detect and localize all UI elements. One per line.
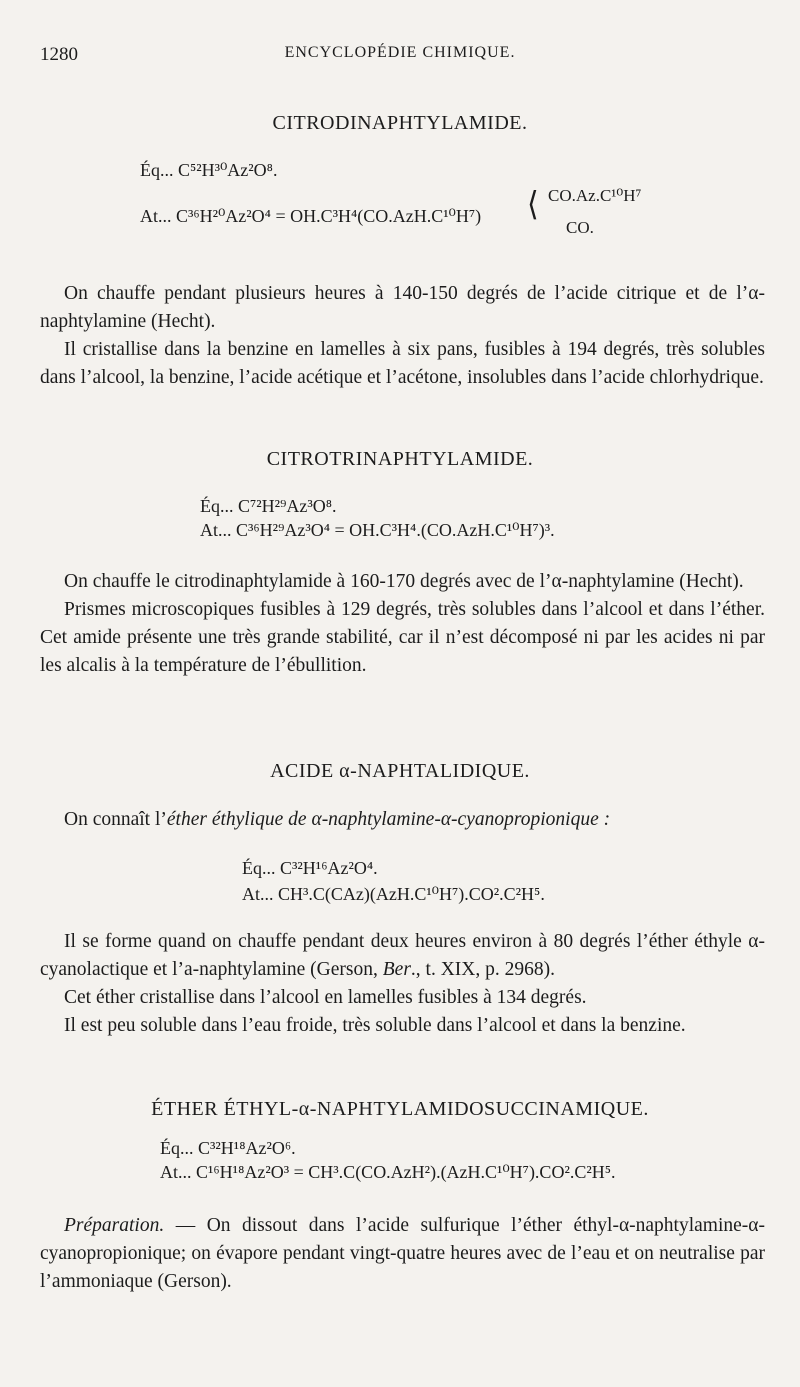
paragraph: Il cristallise dans la benzine en lamelles à six pans, fusibles à 194 degrés, très solubles dans l’alcool, la benzine, l’acide acétique et l’acétone, insolubles dans l’acide chlorhydrique. bbox=[40, 339, 765, 388]
paragraph-block bbox=[40, 568, 765, 680]
formula-atomic: At... C³⁶H²⁰Az²O⁴ = OH.C³H⁴(CO.AzH.C¹⁰H⁷) bbox=[140, 206, 482, 226]
paragraph-text: — On dissout dans l’acide sulfurique l’éther éthyl-α-naphtylamine-α-cyanopropionique; on évapore pendant vingt-quatre heures avec de l’eau et on neutralise par l’ammoniaque (Gerson). bbox=[40, 1215, 765, 1292]
formula-atomic: At... CH³.C(CAz)(AzH.C¹⁰H⁷).CO².C²H⁵. bbox=[242, 884, 545, 904]
section-title-ether-ethyl: ÉTHER ÉTHYL-α-NAPHTYLAMIDOSUCCINAMIQUE. bbox=[151, 1098, 649, 1120]
section-title-citrotrinaphtylamide: CITROTRINAPHTYLAMIDE. bbox=[266, 448, 534, 470]
formula-branch-bottom: CO. bbox=[566, 218, 594, 237]
section-title-acide-naphtalidique: ACIDE α-NAPHTALIDIQUE. bbox=[270, 760, 530, 782]
paragraph-text: ., t. XIX, p. 2968). bbox=[410, 959, 555, 980]
paragraph-block bbox=[40, 928, 765, 1040]
intro-italic: éther éthylique de α-naphtylamine-α-cyanopropionique : bbox=[166, 809, 611, 830]
paragraph: On chauffe pendant plusieurs heures à 140-150 degrés de l’acide citrique et de l’α-naphtylamine (Hecht). bbox=[40, 283, 765, 332]
preparation-label: Préparation. bbox=[64, 1215, 165, 1236]
paragraph bbox=[40, 1212, 765, 1296]
formula-equivalent: Éq... C³²H¹⁸Az²O⁶. bbox=[160, 1138, 296, 1158]
formula-equivalent: Éq... C⁷²H²⁹Az³O⁸. bbox=[200, 496, 337, 516]
intro-paragraph bbox=[40, 806, 765, 834]
paragraph: Il est peu soluble dans l’eau froide, très soluble dans l’alcool et dans la benzine. bbox=[64, 1015, 686, 1036]
formula-equivalent: Éq... C⁵²H³⁰Az²O⁸. bbox=[140, 160, 278, 180]
paragraph-block bbox=[40, 280, 765, 392]
formula-atomic: At... C³⁶H²⁹Az³O⁴ = OH.C³H⁴.(CO.AzH.C¹⁰H⁷)³. bbox=[200, 520, 555, 540]
formula-atomic: At... C¹⁶H¹⁸Az²O³ = CH³.C(CO.AzH²).(AzH.C¹⁰H⁷).CO².C²H⁵. bbox=[160, 1162, 616, 1182]
bracket-symbol: ⟨ bbox=[527, 186, 539, 223]
paragraph-text: Il se forme quand on chauffe pendant deux heures environ à 80 degrés l’éther éthyle α-cyanolactique et l’a-naphtylamine (Gerson, bbox=[40, 931, 765, 980]
formula-equivalent: Éq... C³²H¹⁶Az²O⁴. bbox=[242, 858, 378, 878]
paragraph-block bbox=[40, 1212, 765, 1296]
page-header bbox=[40, 44, 760, 74]
page-number: 1280 bbox=[40, 44, 78, 65]
intro-text: On connaît l’ bbox=[64, 809, 167, 830]
running-title: ENCYCLOPÉDIE CHIMIQUE. bbox=[284, 44, 516, 61]
paragraph-block bbox=[40, 806, 765, 834]
section-title-citrodinaphtylamide: CITRODINAPHTYLAMIDE. bbox=[272, 112, 528, 134]
paragraph: Cet éther cristallise dans l’alcool en lamelles fusibles à 134 degrés. bbox=[64, 987, 587, 1008]
paragraph: On chauffe le citrodinaphtylamide à 160-170 degrés avec de l’α-naphtylamine (Hecht). bbox=[64, 571, 744, 592]
formula-branch-top: CO.Az.C¹⁰H⁷ bbox=[548, 186, 642, 205]
paragraph: Prismes microscopiques fusibles à 129 degrés, très solubles dans l’alcool et dans l’éther. Cet amide présente une très grande stabilité, car il n’est décomposé ni par les acides ni par les alcalis à la température de l’ébullition. bbox=[40, 599, 765, 676]
reference-journal: Ber bbox=[382, 959, 411, 980]
paragraph bbox=[40, 928, 765, 984]
